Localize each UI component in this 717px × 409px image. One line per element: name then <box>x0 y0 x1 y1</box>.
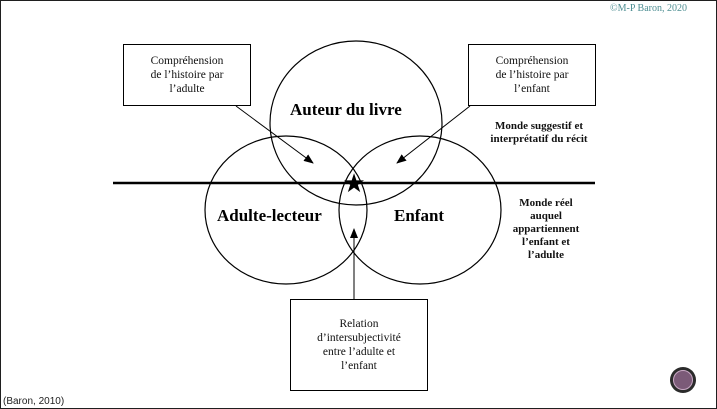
note-line: auquel <box>530 210 562 222</box>
box-line: l’adulte <box>169 83 205 95</box>
box-line: Compréhension <box>150 55 224 67</box>
star-icon: ★ <box>342 169 366 199</box>
note-line: interprétatif du récit <box>490 133 588 145</box>
box-line: Relation <box>339 318 379 330</box>
copyright-text: ©M-P Baron, 2020 <box>610 3 687 14</box>
note-monde-reel <box>506 197 586 262</box>
note-line: Monde réel <box>519 197 573 209</box>
child-understanding-box <box>468 44 596 106</box>
box-line: l’enfant <box>341 360 377 372</box>
box-line: de l’histoire par <box>495 69 569 81</box>
nav-button-icon <box>673 370 693 390</box>
box-line: Compréhension <box>495 55 569 67</box>
note-monde-suggestif <box>482 120 596 146</box>
circle-label-adulte: Adulte-lecteur <box>217 206 322 225</box>
box-line: de l’histoire par <box>150 69 224 81</box>
note-line: appartiennent <box>512 223 580 235</box>
arrow-child-understanding <box>397 106 470 163</box>
source-citation: (Baron, 2010) <box>3 396 65 407</box>
adult-understanding-box <box>123 44 251 106</box>
box-line: d’intersubjectivité <box>317 332 401 344</box>
note-line: Monde suggestif et <box>495 120 583 132</box>
circle-label-auteur: Auteur du livre <box>290 100 402 119</box>
note-line: l’adulte <box>527 249 565 261</box>
box-line: entre l’adulte et <box>322 346 396 358</box>
box-line: l’enfant <box>514 83 550 95</box>
circle-label-enfant: Enfant <box>394 206 445 225</box>
relation-box <box>290 299 428 391</box>
note-line: l’enfant et <box>522 236 570 248</box>
slide-nav-button[interactable] <box>670 367 696 393</box>
